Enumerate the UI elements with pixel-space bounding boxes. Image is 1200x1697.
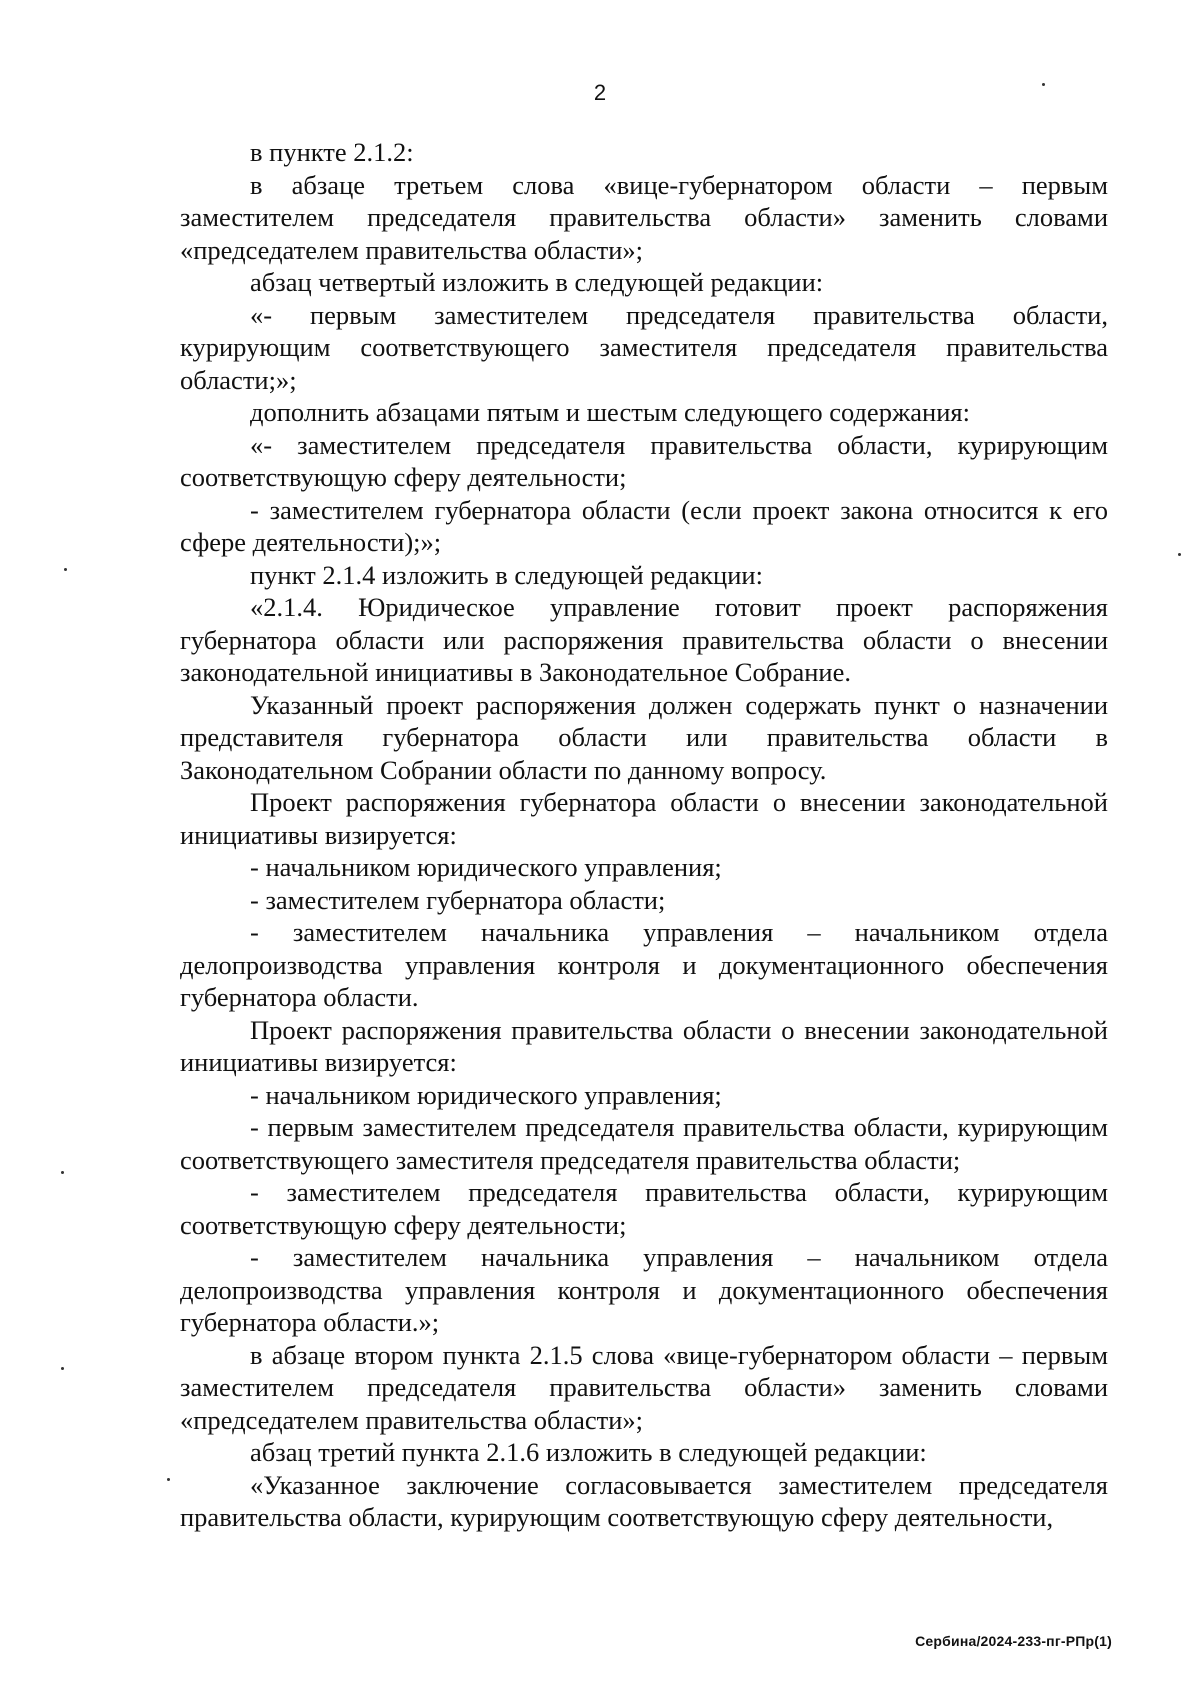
paragraph: - заместителем председателя правительства области, курирующим соответствующую сферу деятельности; — [180, 1177, 1108, 1240]
paragraph: «- заместителем председателя правительства области, курирующим соответствующую сферу деятельности; — [180, 429, 1108, 492]
scan-speck — [61, 1367, 64, 1370]
scan-speck — [1042, 83, 1045, 86]
paragraph: - заместителем губернатора области (если проект закона относится к его сфере деятельности);»; — [180, 494, 1108, 557]
paragraph: Проект распоряжения правительства области о внесении законодательной инициативы визируется: — [180, 1014, 1108, 1077]
paragraph: пункт 2.1.4 изложить в следующей редакции: — [250, 559, 763, 590]
paragraph: Указанный проект распоряжения должен содержать пункт о назначении представителя губернатора области или правительства области в Законодательном Собрании области по данному вопросу. — [180, 689, 1108, 785]
scan-speck — [61, 1171, 64, 1174]
paragraph: «- первым заместителем председателя правительства области, курирующим соответствующего заместителя председателя правительства области;»; — [180, 299, 1108, 395]
paragraph: - заместителем начальника управления – начальником отдела делопроизводства управления контроля и документационного обеспечения губернатора области.»; — [180, 1242, 1108, 1337]
paragraph: - заместителем начальника управления – начальником отдела делопроизводства управления контроля и документационного обеспечения губернатора области. — [180, 917, 1108, 1012]
paragraph: в пункте 2.1.2: — [250, 137, 414, 167]
scan-speck — [167, 1478, 170, 1481]
scan-speck — [1178, 553, 1181, 556]
paragraph: Проект распоряжения губернатора области о внесении законодательной инициативы визируется: — [180, 787, 1108, 850]
paragraph: - начальником юридического управления; — [250, 852, 722, 882]
paragraph: «Указанное заключение согласовывается заместителем председателя правительства области, курирующим соответствующую сферу деятельности, — [180, 1469, 1108, 1532]
paragraph: - первым заместителем председателя правительства области, курирующим соответствующего заместителя председателя правительства области; — [180, 1112, 1108, 1175]
paragraph: - начальником юридического управления; — [250, 1079, 722, 1110]
paragraph: абзац четвертый изложить в следующей редакции: — [250, 267, 824, 297]
document-body — [180, 136, 1108, 1534]
document-code: Сербина/2024-233-пг-РПр(1) — [915, 1633, 1112, 1649]
paragraph: дополнить абзацами пятым и шестым следующего содержания: — [250, 397, 970, 427]
paragraph: в абзаце втором пункта 2.1.5 слова «вице-губернатором области – первым заместителем председателя правительства области» заменить словами «председателем правительства области»; — [180, 1339, 1108, 1435]
scan-speck — [64, 568, 67, 571]
paragraph: в абзаце третьем слова «вице-губернатором области – первым заместителем председателя правительства области» заменить словами «председателем правительства области»; — [180, 169, 1108, 265]
paragraph: - заместителем губернатора области; — [250, 884, 666, 915]
page-number: 2 — [593, 80, 607, 105]
paragraph: абзац третий пункта 2.1.6 изложить в следующей редакции: — [250, 1437, 927, 1467]
paragraph: «2.1.4. Юридическое управление готовит проект распоряжения губернатора области или распоряжения правительства области о внесении законодательной инициативы в Законодательное Собрание. — [180, 592, 1108, 687]
